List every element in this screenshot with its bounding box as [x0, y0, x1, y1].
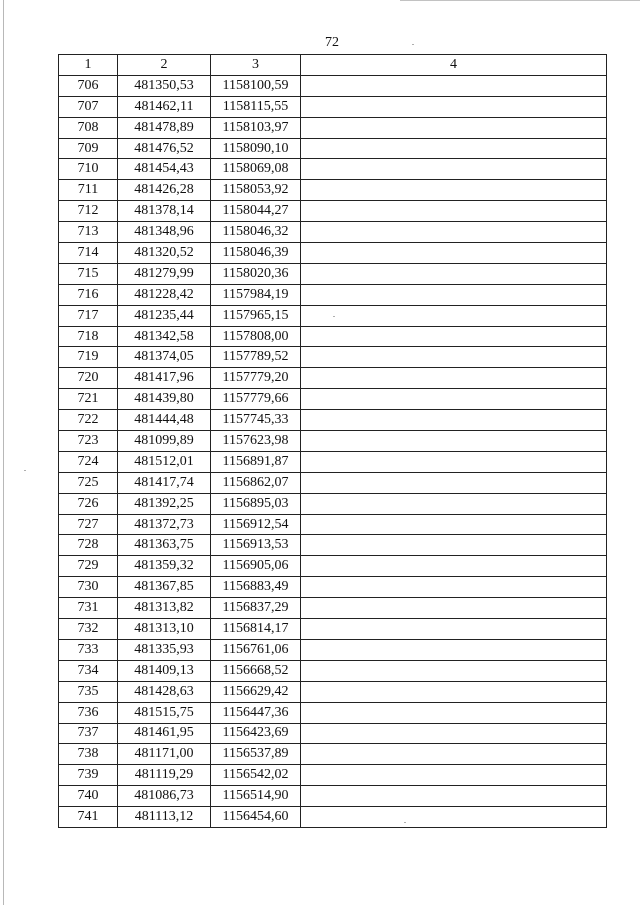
- note-cell: [301, 807, 607, 828]
- coordinate-x-cell: 481461,95: [118, 723, 211, 744]
- point-number-cell: 722: [59, 410, 118, 431]
- coordinate-y-cell: 1157808,00: [211, 326, 301, 347]
- coordinate-y-cell: 1156814,17: [211, 619, 301, 640]
- table-row: [59, 305, 607, 326]
- point-number-cell: 712: [59, 201, 118, 222]
- coordinate-x-cell: 481348,96: [118, 222, 211, 243]
- point-number-cell: 714: [59, 243, 118, 264]
- coordinate-y-cell: 1156837,29: [211, 598, 301, 619]
- note-cell: [301, 765, 607, 786]
- coordinate-y-cell: 1156913,53: [211, 535, 301, 556]
- table-body: [59, 75, 607, 827]
- point-number-cell: 709: [59, 138, 118, 159]
- coordinates-table: [58, 54, 607, 828]
- point-number-cell: 732: [59, 619, 118, 640]
- table-row: [59, 96, 607, 117]
- point-number-cell: 731: [59, 598, 118, 619]
- table-row: [59, 598, 607, 619]
- coordinate-y-cell: 1158103,97: [211, 117, 301, 138]
- coordinate-x-cell: 481367,85: [118, 577, 211, 598]
- note-cell: [301, 96, 607, 117]
- note-cell: [301, 702, 607, 723]
- coordinate-y-cell: 1157789,52: [211, 347, 301, 368]
- coordinate-x-cell: 481171,00: [118, 744, 211, 765]
- coordinate-y-cell: 1156514,90: [211, 786, 301, 807]
- table-row: [59, 577, 607, 598]
- coordinate-x-cell: 481512,01: [118, 451, 211, 472]
- note-cell: [301, 598, 607, 619]
- coordinate-y-cell: 1156761,06: [211, 639, 301, 660]
- coordinate-y-cell: 1158090,10: [211, 138, 301, 159]
- point-number-cell: 738: [59, 744, 118, 765]
- coordinate-y-cell: 1158115,55: [211, 96, 301, 117]
- table-row: [59, 368, 607, 389]
- note-cell: [301, 263, 607, 284]
- table-row: [59, 639, 607, 660]
- point-number-cell: 723: [59, 431, 118, 452]
- table-row: [59, 222, 607, 243]
- coordinate-x-cell: 481279,99: [118, 263, 211, 284]
- coordinate-x-cell: 481359,32: [118, 556, 211, 577]
- note-cell: [301, 180, 607, 201]
- page-number: 72: [325, 35, 339, 50]
- table-row: [59, 201, 607, 222]
- point-number-cell: 726: [59, 493, 118, 514]
- table-row: [59, 786, 607, 807]
- note-cell: [301, 431, 607, 452]
- point-number-cell: 741: [59, 807, 118, 828]
- coordinate-x-cell: 481342,58: [118, 326, 211, 347]
- table-row: [59, 493, 607, 514]
- note-cell: [301, 744, 607, 765]
- coordinate-x-cell: 481462,11: [118, 96, 211, 117]
- note-cell: [301, 619, 607, 640]
- coordinate-y-cell: 1156895,03: [211, 493, 301, 514]
- table-row: [59, 765, 607, 786]
- table-header-row: [59, 55, 607, 76]
- point-number-cell: 711: [59, 180, 118, 201]
- note-cell: [301, 660, 607, 681]
- table-row: [59, 75, 607, 96]
- coordinate-x-cell: 481409,13: [118, 660, 211, 681]
- column-header: 1: [59, 55, 118, 76]
- coordinate-x-cell: 481515,75: [118, 702, 211, 723]
- point-number-cell: 716: [59, 284, 118, 305]
- table-row: [59, 180, 607, 201]
- table-row: [59, 556, 607, 577]
- note-cell: [301, 493, 607, 514]
- coordinate-y-cell: 1157779,20: [211, 368, 301, 389]
- table-row: [59, 117, 607, 138]
- scan-speck: [412, 44, 414, 45]
- table-row: [59, 451, 607, 472]
- coordinate-x-cell: 481363,75: [118, 535, 211, 556]
- scan-speck: [24, 470, 26, 471]
- coordinate-x-cell: 481378,14: [118, 201, 211, 222]
- coordinate-x-cell: 481350,53: [118, 75, 211, 96]
- table-row: [59, 619, 607, 640]
- coordinate-y-cell: 1156668,52: [211, 660, 301, 681]
- coordinate-y-cell: 1158046,32: [211, 222, 301, 243]
- point-number-cell: 721: [59, 389, 118, 410]
- point-number-cell: 720: [59, 368, 118, 389]
- coordinate-x-cell: 481235,44: [118, 305, 211, 326]
- point-number-cell: 734: [59, 660, 118, 681]
- note-cell: [301, 159, 607, 180]
- coordinate-x-cell: 481478,89: [118, 117, 211, 138]
- coordinate-x-cell: 481454,43: [118, 159, 211, 180]
- coordinate-x-cell: 481426,28: [118, 180, 211, 201]
- coordinate-x-cell: 481313,82: [118, 598, 211, 619]
- point-number-cell: 728: [59, 535, 118, 556]
- coordinate-x-cell: 481392,25: [118, 493, 211, 514]
- note-cell: [301, 723, 607, 744]
- point-number-cell: 729: [59, 556, 118, 577]
- coordinate-y-cell: 1158100,59: [211, 75, 301, 96]
- point-number-cell: 724: [59, 451, 118, 472]
- point-number-cell: 707: [59, 96, 118, 117]
- column-header: 2: [118, 55, 211, 76]
- note-cell: [301, 201, 607, 222]
- coordinate-y-cell: 1156862,07: [211, 472, 301, 493]
- coordinate-y-cell: 1158069,08: [211, 159, 301, 180]
- table-row: [59, 284, 607, 305]
- coordinate-x-cell: 481086,73: [118, 786, 211, 807]
- table-row: [59, 723, 607, 744]
- note-cell: [301, 577, 607, 598]
- table-row: [59, 347, 607, 368]
- coordinate-x-cell: 481320,52: [118, 243, 211, 264]
- point-number-cell: 740: [59, 786, 118, 807]
- coordinate-y-cell: 1156447,36: [211, 702, 301, 723]
- coordinate-x-cell: 481417,74: [118, 472, 211, 493]
- note-cell: [301, 368, 607, 389]
- point-number-cell: 717: [59, 305, 118, 326]
- scan-top-edge: [400, 0, 640, 1]
- scan-left-edge: [3, 0, 4, 905]
- note-cell: [301, 222, 607, 243]
- coordinate-y-cell: 1157965,15: [211, 305, 301, 326]
- note-cell: [301, 347, 607, 368]
- coordinate-y-cell: 1156537,89: [211, 744, 301, 765]
- table-row: [59, 431, 607, 452]
- note-cell: [301, 305, 607, 326]
- coordinate-y-cell: 1158053,92: [211, 180, 301, 201]
- coordinate-y-cell: 1157984,19: [211, 284, 301, 305]
- coordinate-y-cell: 1156891,87: [211, 451, 301, 472]
- table-row: [59, 744, 607, 765]
- coordinate-x-cell: 481113,12: [118, 807, 211, 828]
- coordinate-y-cell: 1156542,02: [211, 765, 301, 786]
- point-number-cell: 727: [59, 514, 118, 535]
- column-header: 3: [211, 55, 301, 76]
- coordinate-y-cell: 1157745,33: [211, 410, 301, 431]
- table-row: [59, 535, 607, 556]
- point-number-cell: 736: [59, 702, 118, 723]
- point-number-cell: 737: [59, 723, 118, 744]
- coordinate-x-cell: 481374,05: [118, 347, 211, 368]
- coordinate-y-cell: 1156883,49: [211, 577, 301, 598]
- table-row: [59, 326, 607, 347]
- coordinate-x-cell: 481313,10: [118, 619, 211, 640]
- point-number-cell: 710: [59, 159, 118, 180]
- coordinate-y-cell: 1158046,39: [211, 243, 301, 264]
- note-cell: [301, 326, 607, 347]
- note-cell: [301, 556, 607, 577]
- point-number-cell: 730: [59, 577, 118, 598]
- note-cell: [301, 786, 607, 807]
- table-row: [59, 702, 607, 723]
- coordinate-x-cell: 481417,96: [118, 368, 211, 389]
- table-row: [59, 138, 607, 159]
- table-row: [59, 807, 607, 828]
- point-number-cell: 733: [59, 639, 118, 660]
- coordinate-x-cell: 481099,89: [118, 431, 211, 452]
- note-cell: [301, 284, 607, 305]
- note-cell: [301, 117, 607, 138]
- table-row: [59, 472, 607, 493]
- coordinate-y-cell: 1156912,54: [211, 514, 301, 535]
- coordinate-x-cell: 481444,48: [118, 410, 211, 431]
- point-number-cell: 713: [59, 222, 118, 243]
- coordinate-x-cell: 481476,52: [118, 138, 211, 159]
- table-row: [59, 389, 607, 410]
- coordinate-y-cell: 1156905,06: [211, 556, 301, 577]
- coordinate-y-cell: 1156629,42: [211, 681, 301, 702]
- point-number-cell: 715: [59, 263, 118, 284]
- note-cell: [301, 681, 607, 702]
- coordinate-y-cell: 1158044,27: [211, 201, 301, 222]
- table-row: [59, 159, 607, 180]
- coordinate-x-cell: 481428,63: [118, 681, 211, 702]
- note-cell: [301, 514, 607, 535]
- note-cell: [301, 75, 607, 96]
- note-cell: [301, 138, 607, 159]
- table-row: [59, 243, 607, 264]
- coordinate-x-cell: 481439,80: [118, 389, 211, 410]
- note-cell: [301, 472, 607, 493]
- point-number-cell: 725: [59, 472, 118, 493]
- note-cell: [301, 410, 607, 431]
- coordinate-y-cell: 1158020,36: [211, 263, 301, 284]
- coordinate-x-cell: 481372,73: [118, 514, 211, 535]
- note-cell: [301, 451, 607, 472]
- point-number-cell: 706: [59, 75, 118, 96]
- point-number-cell: 739: [59, 765, 118, 786]
- coordinate-y-cell: 1157623,98: [211, 431, 301, 452]
- table-row: [59, 514, 607, 535]
- coordinate-y-cell: 1156454,60: [211, 807, 301, 828]
- table-row: [59, 263, 607, 284]
- table-row: [59, 660, 607, 681]
- table-row: [59, 410, 607, 431]
- note-cell: [301, 535, 607, 556]
- column-header: 4: [301, 55, 607, 76]
- coordinate-x-cell: 481228,42: [118, 284, 211, 305]
- note-cell: [301, 243, 607, 264]
- point-number-cell: 719: [59, 347, 118, 368]
- coordinate-y-cell: 1157779,66: [211, 389, 301, 410]
- note-cell: [301, 389, 607, 410]
- note-cell: [301, 639, 607, 660]
- point-number-cell: 708: [59, 117, 118, 138]
- point-number-cell: 735: [59, 681, 118, 702]
- coordinate-x-cell: 481119,29: [118, 765, 211, 786]
- coordinate-x-cell: 481335,93: [118, 639, 211, 660]
- table-row: [59, 681, 607, 702]
- coordinate-y-cell: 1156423,69: [211, 723, 301, 744]
- point-number-cell: 718: [59, 326, 118, 347]
